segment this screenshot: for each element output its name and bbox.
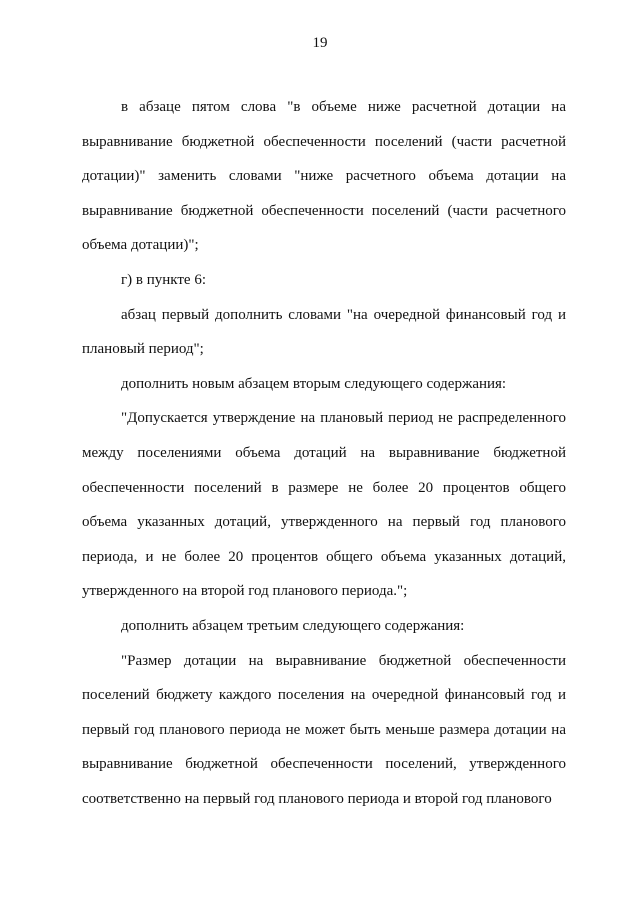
paragraph: г) в пункте 6:: [121, 271, 207, 288]
paragraph: дополнить абзацем третьим следующего содержания:: [121, 617, 465, 634]
paragraph: в абзаце пятом слова "в объеме ниже расчетной дотации на выравнивание бюджетной обеспеченности поселений (части расчетной дотации)" заменить словами "ниже расчетного объема дотации на выравнивание бюджетной обеспеченности поселений (части расчетного объема дотации)";: [82, 99, 566, 254]
paragraph: абзац первый дополнить словами "на очередной финансовый год и плановый период";: [82, 306, 566, 358]
document-body: [82, 90, 566, 816]
paragraph: "Допускается утверждение на плановый период не распределенного между поселениями объема дотаций на выравнивание бюджетной обеспеченности поселений в размере не более 20 процентов общего объема указанных дотаций, утвержденного на первый год планового периода, и не более 20 процентов общего объема указанных дотаций, утвержденного на второй год планового периода.";: [82, 410, 566, 600]
paragraph: дополнить новым абзацем вторым следующего содержания:: [121, 375, 507, 392]
page-number: 19: [312, 35, 328, 51]
paragraph: "Размер дотации на выравнивание бюджетной обеспеченности поселений бюджету каждого поселения на очередной финансовый год и первый год планового периода не может быть меньше размера дотации на выравнивание бюджетной обеспеченности поселений, утвержденного соответственно на первый год планового периода и второй год планового: [82, 652, 566, 807]
